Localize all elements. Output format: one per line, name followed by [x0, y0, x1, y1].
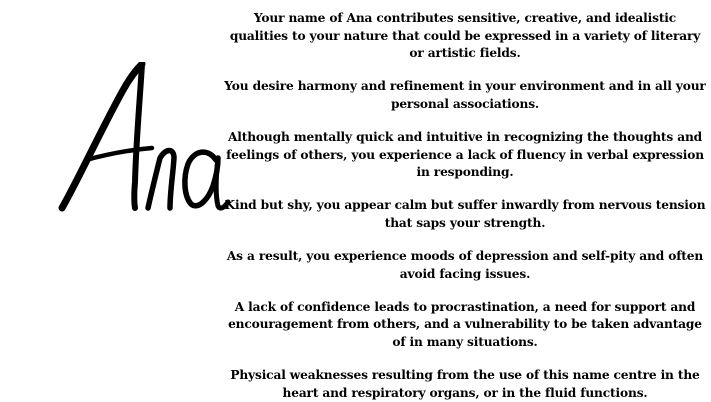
- meaning-paragraph-2: You desire harmony and refinement in your environment and in all your personal associations.: [224, 79, 706, 111]
- name-title-handwritten: [56, 62, 232, 212]
- meaning-text-column: [224, 10, 706, 402]
- meaning-paragraph-5: As a result, you experience moods of depression and self-pity and often avoid facing issues.: [226, 248, 704, 281]
- meaning-paragraph-7: Physical weaknesses resulting from the use of this name centre in the heart and respiratory organs, or in the fluid functions.: [230, 367, 700, 400]
- meaning-paragraph-4: Kind but shy, you appear calm but suffer inwardly from nervous tension that saps your strength.: [224, 198, 706, 230]
- meaning-paragraph-6: A lack of confidence leads to procrastination, a need for support and encouragement from others, and a vulnerability to be taken advantage of in many situations.: [228, 299, 702, 349]
- meaning-paragraph-1: Your name of Ana contributes sensitive, creative, and idealistic qualities to your nature that could be expressed in a variety of literary or artistic fields.: [229, 11, 701, 61]
- meaning-paragraph-3: Although mentally quick and intuitive in recognizing the thoughts and feelings of others, you experience a lack of fluency in verbal expression in responding.: [226, 129, 704, 180]
- name-script-drawing: [56, 62, 232, 212]
